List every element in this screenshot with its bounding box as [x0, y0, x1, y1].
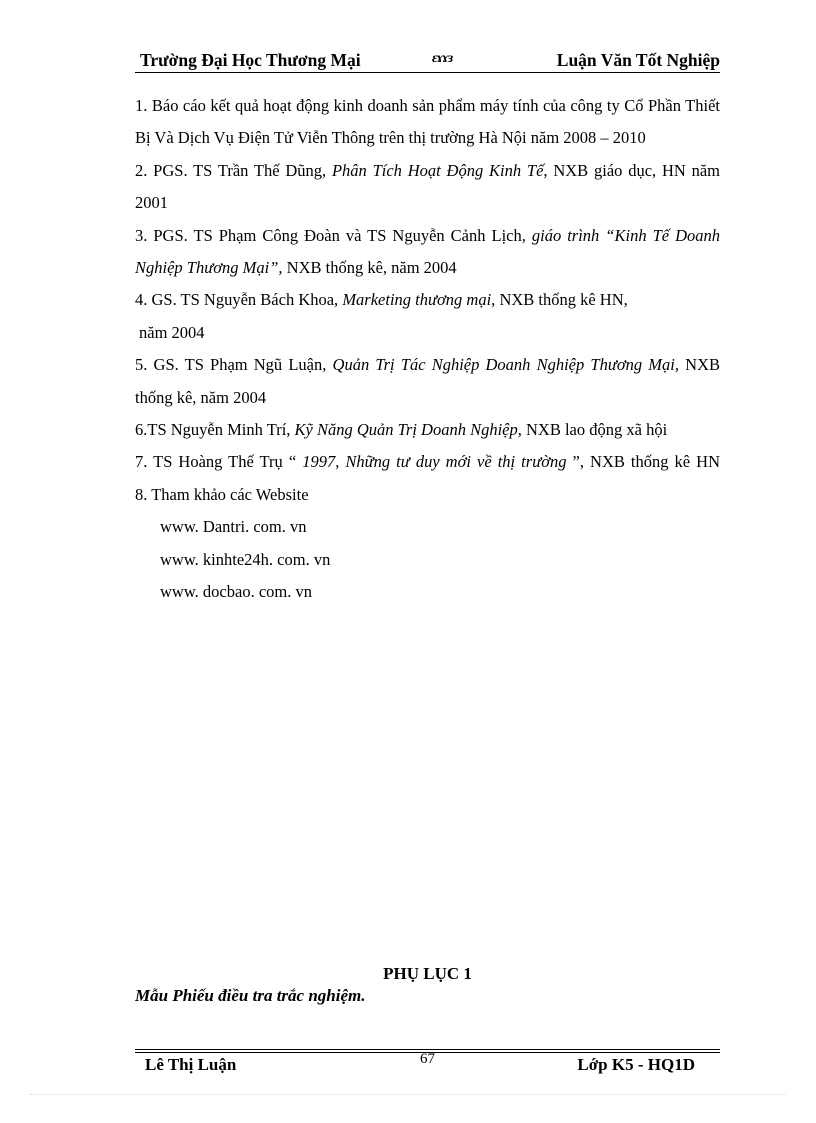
page-header [135, 48, 720, 73]
appendix-title: PHỤ LỤC 1 [383, 964, 472, 983]
appendix-subtitle: Mẫu Phiếu điều tra trắc nghiệm. [135, 986, 366, 1005]
reference-7: 7. TS Hoàng Thế Trụ “ 1997, Những tư duy mới về thị trường ”, NXB thống kê HN [135, 452, 720, 472]
reference-5: 5. GS. TS Phạm Ngũ Luận, Quản Trị Tác Nghiệp Doanh Nghiệp Thương Mại, NXB thống kê, năm 2004 [135, 355, 720, 407]
website-dantri: www. Dantri. com. vn [160, 517, 307, 537]
website-docbao: www. docbao. com. vn [160, 582, 312, 602]
reference-3: 3. PGS. TS Phạm Công Đoàn và TS Nguyễn Cảnh Lịch, giáo trình “Kinh Tế Doanh Nghiệp Thương Mại”, NXB thống kê, năm 2004 [135, 225, 720, 278]
footer-class: Lớp K5 - HQ1D [577, 1055, 695, 1074]
reference-4: 4. GS. TS Nguyễn Bách Khoa, Marketing thương mại, NXB thống kê HN, năm 2004 [135, 290, 628, 342]
header-ornament: ɛɤɤɜ [432, 51, 453, 66]
reference-1: 1. Báo cáo kết quả hoạt động kinh doanh sản phẩm máy tính của công ty Cổ Phần Thiết Bị Và Dịch Vụ Điện Tử Viễn Thông trên thị trường Hà Nội năm 2008 – 2010 [135, 96, 720, 148]
header-school: Trường Đại Học Thương Mại [140, 50, 361, 70]
footer-author: Lê Thị Luận [145, 1055, 237, 1074]
page-number: 67 [420, 1051, 435, 1067]
page-footer [135, 1052, 720, 1078]
reference-8: 8. Tham khảo các Website [135, 484, 309, 504]
footer-rule-top [135, 1049, 720, 1050]
page-edge-divider [30, 1094, 786, 1095]
reference-list [135, 90, 720, 609]
website-kinhte24h: www. kinhte24h. com. vn [160, 549, 331, 569]
header-thesis: Luận Văn Tốt Nghiệp [556, 50, 720, 70]
reference-6: 6.TS Nguyễn Minh Trí, Kỹ Năng Quản Trị Doanh Nghiệp, NXB lao động xã hội [135, 420, 668, 440]
reference-2: 2. PGS. TS Trần Thế Dũng, Phân Tích Hoạt Động Kinh Tế, NXB giáo dục, HN năm 2001 [135, 160, 721, 213]
